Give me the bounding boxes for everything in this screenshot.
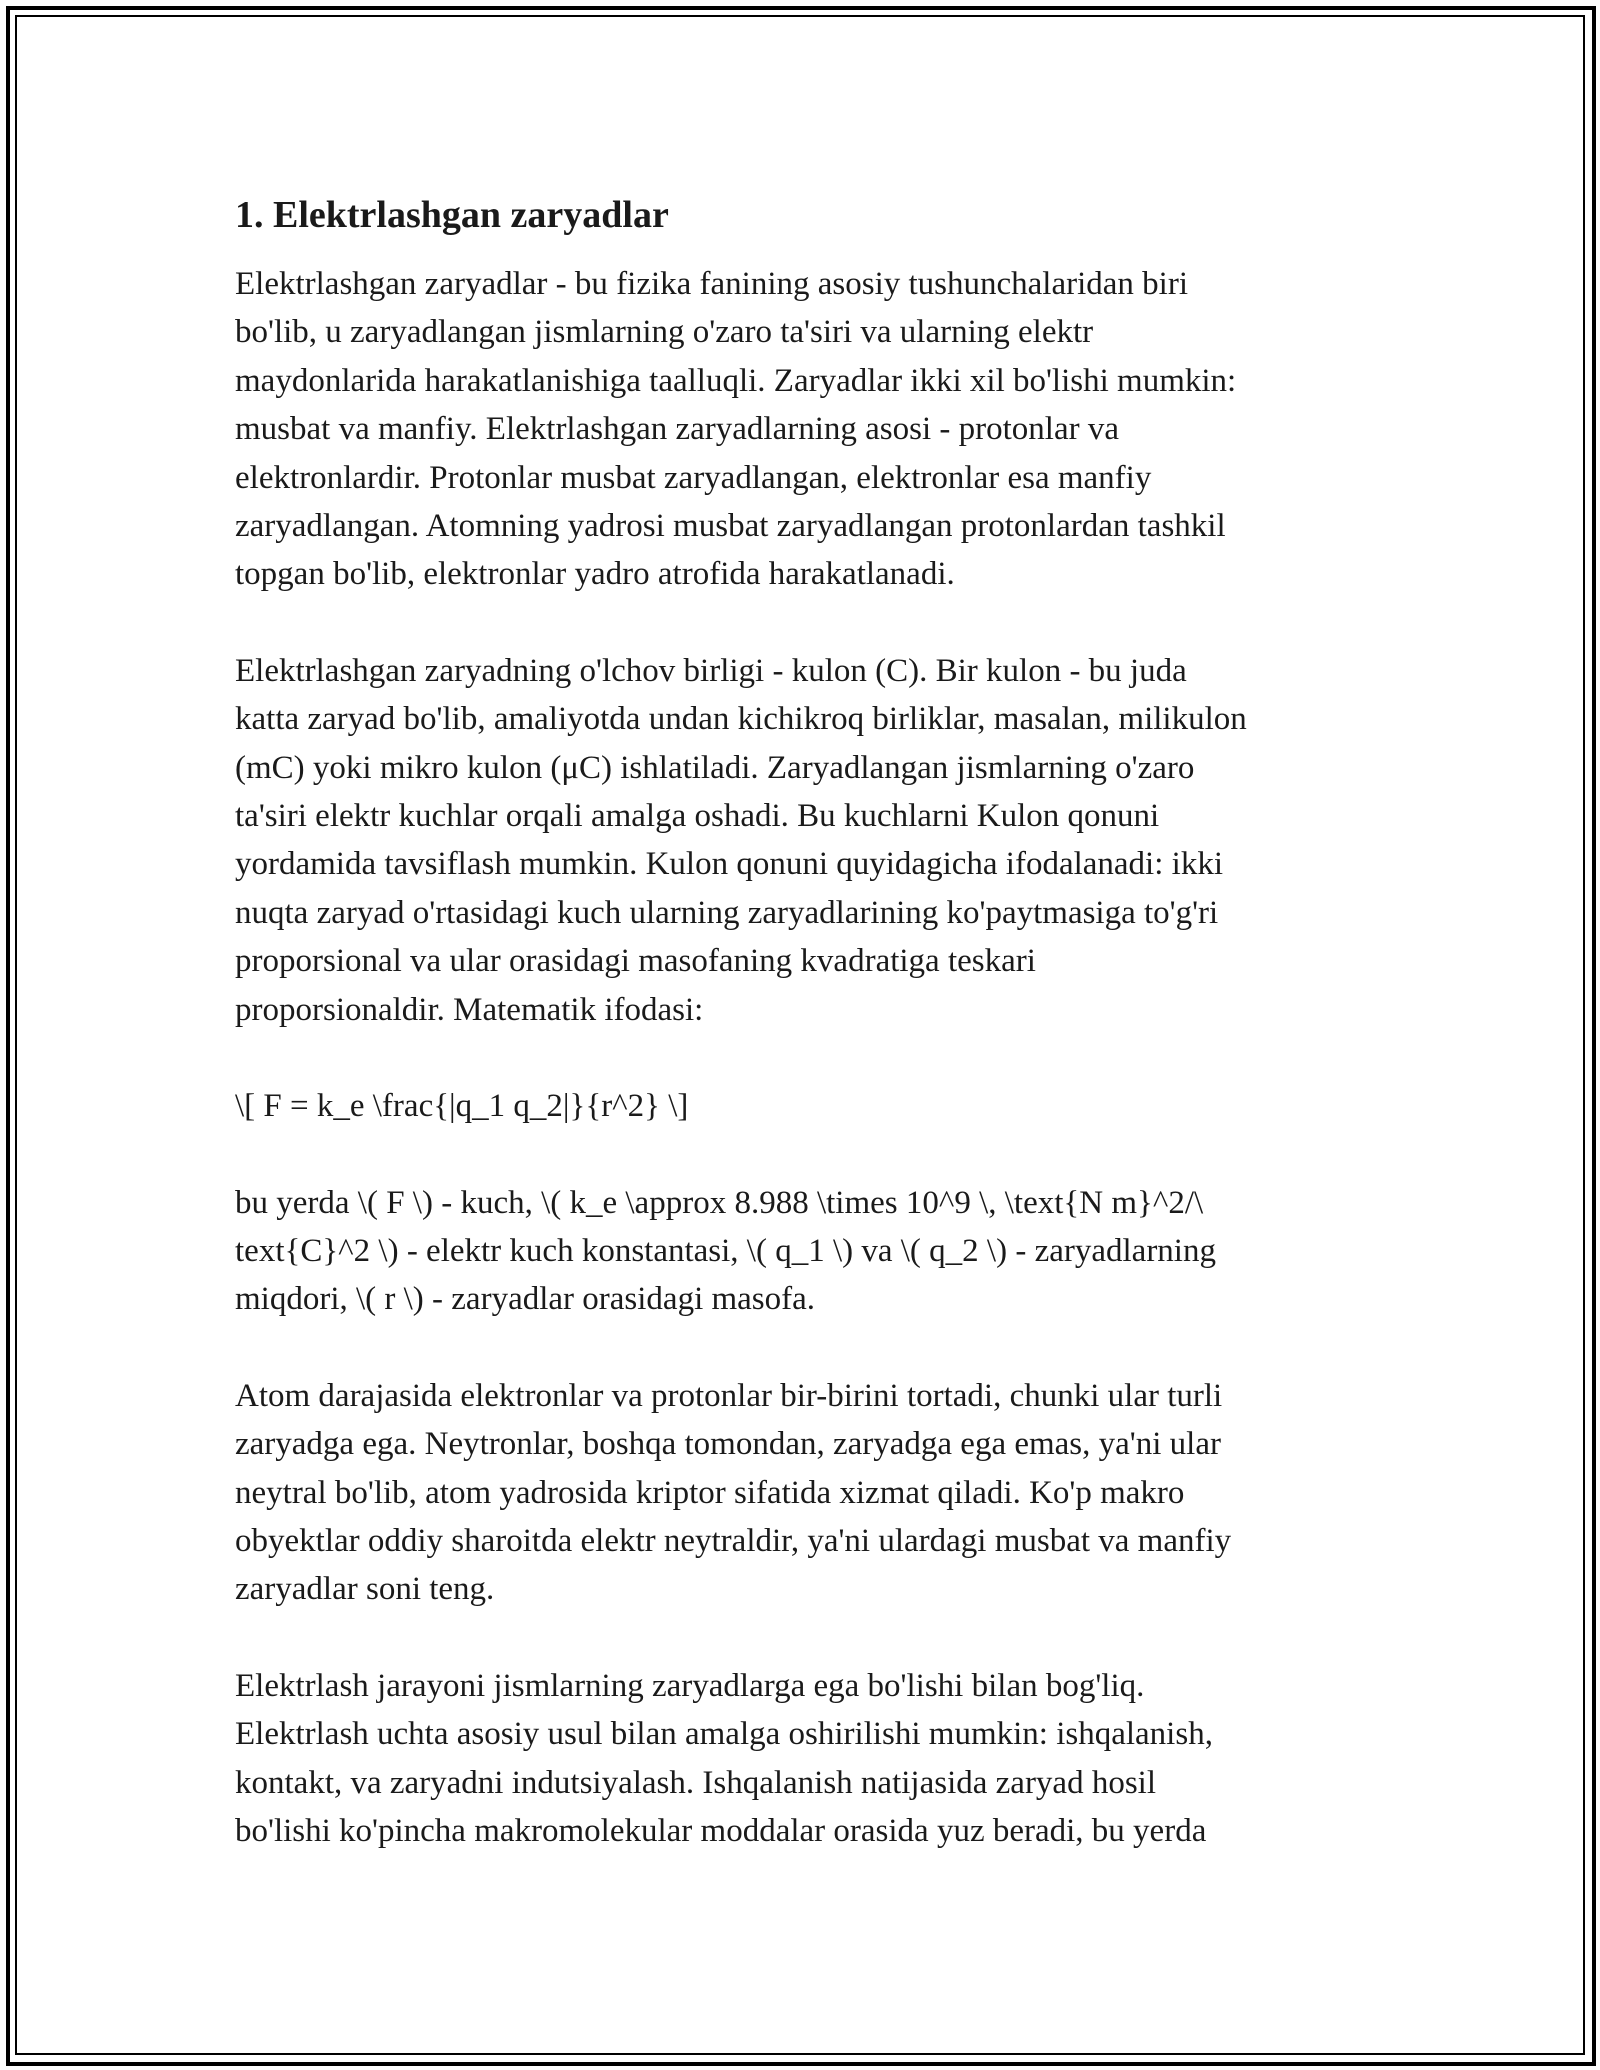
text-line: bo'lishi ko'pincha makromolekular moddalar orasida yuz beradi, bu yerda xyxy=(235,1812,1207,1849)
document-body xyxy=(235,188,1370,1903)
text-line: text{C}^2 \) - elektr kuch konstantasi, \( q_1 \) va \( q_2 \) - zaryadlarning xyxy=(235,1232,1216,1269)
text-line: (mC) yoki mikro kulon (μC) ishlatiladi. Zaryadlangan jismlarning o'zaro xyxy=(235,749,1195,786)
text-line: zaryadga ega. Neytronlar, boshqa tomondan, zaryadga ega emas, ya'ni ular xyxy=(235,1426,1221,1463)
formula-line: \[ F = k_e \frac{|q_1 q_2|}{r^2} \] xyxy=(235,1088,689,1125)
text-line: nuqta zaryad o'rtasidagi kuch ularning zaryadlarining ko'paytmasiga to'g'ri xyxy=(235,894,1219,931)
text-line: kontakt, va zaryadni indutsiyalash. Ishqalanish natijasida zaryad hosil xyxy=(235,1764,1157,1801)
text-line: neytral bo'lib, atom yadrosida kriptor sifatida xizmat qiladi. Ko'p makro xyxy=(235,1474,1185,1511)
paragraph-5 xyxy=(235,1662,1370,1856)
text-line: Elektrlash uchta asosiy usul bilan amalga oshirilishi mumkin: ishqalanish, xyxy=(235,1716,1213,1753)
text-line: bu yerda \( F \) - kuch, \( k_e \approx 8.988 \times 10^9 \, \text{N m}^2/\ xyxy=(235,1184,1204,1221)
text-line: topgan bo'lib, elektronlar yadro atrofida harakatlanadi. xyxy=(235,556,955,593)
paragraph-4 xyxy=(235,1372,1370,1614)
text-line: maydonlarida harakatlanishiga taalluqli. Zaryadlar ikki xil bo'lishi mumkin: xyxy=(235,362,1237,399)
text-line: Atom darajasida elektronlar va protonlar bir-birini tortadi, chunki ular turli xyxy=(235,1377,1223,1414)
text-line: miqdori, \( r \) - zaryadlar orasidagi masofa. xyxy=(235,1281,816,1318)
text-line: proporsionaldir. Matematik ifodasi: xyxy=(235,991,704,1028)
text-line: katta zaryad bo'lib, amaliyotda undan kichikroq birliklar, masalan, milikulon xyxy=(235,701,1247,738)
text-line: proporsional va ular orasidagi masofaning kvadratiga teskari xyxy=(235,943,1036,980)
text-line: bo'lib, u zaryadlangan jismlarning o'zaro ta'siri va ularning elektr xyxy=(235,314,1094,351)
text-line: Elektrlash jarayoni jismlarning zaryadlarga ega bo'lishi bilan bog'liq. xyxy=(235,1667,1145,1704)
text-line: obyektlar oddiy sharoitda elektr neytraldir, ya'ni ulardagi musbat va manfiy xyxy=(235,1522,1232,1559)
text-line: elektronlardir. Protonlar musbat zaryadlangan, elektronlar esa manfiy xyxy=(235,459,1152,496)
section-heading: 1. Elektrlashgan zaryadlar xyxy=(235,194,669,236)
text-line: Elektrlashgan zaryadning o'lchov birligi - kulon (C). Bir kulon - bu juda xyxy=(235,652,1187,689)
paragraph-2 xyxy=(235,647,1370,1034)
text-line: Elektrlashgan zaryadlar - bu fizika fanining asosiy tushunchalaridan biri xyxy=(235,266,1189,302)
text-line: musbat va manfiy. Elektrlashgan zaryadlarning asosi - protonlar va xyxy=(235,411,1119,448)
text-line: yordamida tavsiflash mumkin. Kulon qonuni quyidagicha ifodalanadi: ikki xyxy=(235,846,1223,883)
text-line: zaryadlangan. Atomning yadrosi musbat zaryadlangan protonlardan tashkil xyxy=(235,508,1226,545)
paragraph-3 xyxy=(235,1179,1370,1324)
text-line: ta'siri elektr kuchlar orqali amalga oshadi. Bu kuchlarni Kulon qonuni xyxy=(235,798,1160,835)
text-line: zaryadlar soni teng. xyxy=(235,1571,495,1608)
formula-paragraph xyxy=(235,1082,1370,1130)
paragraph-1 xyxy=(235,260,1370,599)
